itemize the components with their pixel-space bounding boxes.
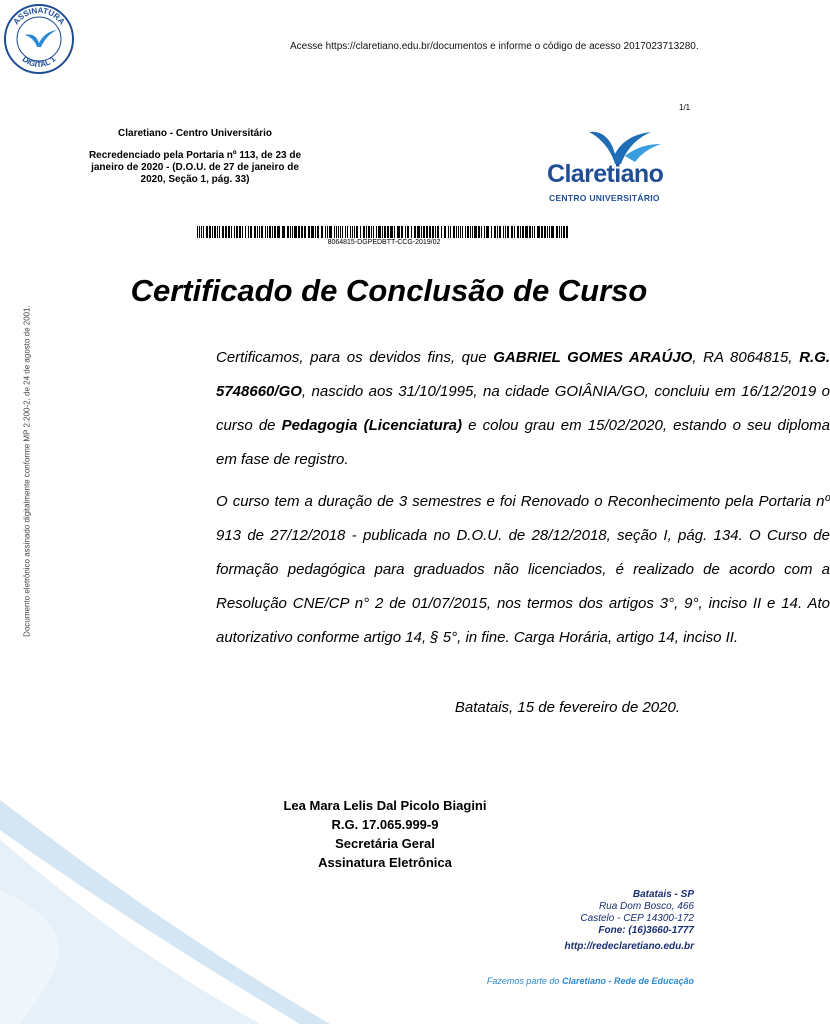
digital-signature-note xyxy=(18,263,36,678)
course-details-paragraph: O curso tem a duração de 3 semestres e foi Renovado o Reconhecimento pela Portaria nº 913 de 27/12/2018 - publicada no D.O.U. de 28/12/2018, seção I, pág. 134. O Curso de formação pedagógica para graduados não licenciados, é realizado de acordo com a Resolução CNE/CP n° 2 de 01/07/2015, nos termos dos artigos 3°, 9°, inciso II e 14. Ato autorizativo conforme artigo 14, § 5°, in fine. Carga Horária, artigo 14, inciso II. xyxy=(216,493,830,646)
barcode-bar xyxy=(298,226,300,238)
barcode-bar xyxy=(287,226,289,238)
access-code-line: Acesse https://claretiano.edu.br/documentos e informe o código de acesso 2017023713280. xyxy=(290,41,699,52)
address-block xyxy=(480,889,694,953)
institution-accreditation: Recredenciado pela Portaria nº 113, de 23 de janeiro de 2020 - (D.O.U. de 27 de janeiro de 2020, Seção 1, pág. 33) xyxy=(88,150,302,185)
barcode-bar xyxy=(373,226,374,238)
barcode-bar xyxy=(272,226,273,238)
signatory-name: Lea Mara Lelis Dal Picolo Biagini xyxy=(283,798,487,813)
barcode-bar xyxy=(206,226,208,238)
barcode-bar xyxy=(225,226,227,238)
barcode-bar xyxy=(532,226,533,238)
logo-subtitle: CENTRO UNIVERSITÁRIO xyxy=(549,193,660,203)
barcode-bar xyxy=(274,226,276,238)
barcode-bar xyxy=(340,226,341,238)
barcode-bar xyxy=(507,226,509,238)
side-note-text: Documento eletrônico assinado digitalmente conforme MP 2.200-2, de 24 de agosto de 2001. xyxy=(22,304,32,637)
barcode-bar xyxy=(282,226,285,238)
barcode-bar xyxy=(426,226,428,238)
barcode-bar xyxy=(327,226,328,238)
barcode-bar xyxy=(315,226,316,238)
network-name: Claretiano - Rede de Educação xyxy=(561,976,694,986)
barcode-bar xyxy=(317,226,319,238)
barcode-bar xyxy=(197,226,198,238)
barcode-bar xyxy=(239,226,241,238)
network-footer xyxy=(380,976,694,986)
barcode-bar xyxy=(234,226,235,238)
barcode-bar xyxy=(435,226,436,238)
barcode-bar xyxy=(401,226,403,238)
barcode-bar xyxy=(356,226,358,238)
barcode-bar xyxy=(474,226,477,238)
barcode-bar xyxy=(537,226,540,238)
paragraph-text: , nascido aos 31/10/1995, na cidade GOIÂNIA/GO, concluiu em 16/12/2019 o curso de xyxy=(216,383,830,434)
barcode-bar xyxy=(481,226,482,238)
barcode-bar xyxy=(384,226,386,238)
barcode-bar xyxy=(549,226,550,238)
barcode-bar xyxy=(411,226,412,238)
barcode-bar xyxy=(231,226,232,238)
barcode-bar xyxy=(228,226,230,238)
barcode-bar xyxy=(371,226,372,238)
barcode-bar xyxy=(566,226,568,238)
barcode-bar xyxy=(350,226,351,238)
barcode-bar xyxy=(363,226,365,238)
barcode-bar xyxy=(472,226,473,238)
barcode-bar xyxy=(325,226,326,238)
barcode-bar xyxy=(397,226,400,238)
barcode-bar xyxy=(458,226,459,238)
barcode-bar xyxy=(437,226,439,238)
barcode-number: 8064815-DGPEDBTT-CCG-2019/02 xyxy=(327,239,441,246)
barcode-bar xyxy=(541,226,543,238)
course-name: Pedagogia (Licenciatura) xyxy=(281,417,463,434)
barcode-bar xyxy=(563,226,565,238)
barcode-bar xyxy=(499,226,501,238)
address-street: Rua Dom Bosco, 466 xyxy=(598,901,694,912)
barcode-bar xyxy=(329,226,332,238)
barcode-bar xyxy=(407,226,409,238)
barcode xyxy=(197,226,571,238)
barcode-bar xyxy=(484,226,485,238)
digital-signature-seal xyxy=(3,3,75,75)
barcode-bar xyxy=(245,226,246,238)
barcode-bar xyxy=(429,226,431,238)
barcode-bar xyxy=(497,226,498,238)
barcode-bar xyxy=(547,226,548,238)
barcode-bar xyxy=(311,226,314,238)
barcode-bar xyxy=(522,226,524,238)
barcode-bar xyxy=(520,226,521,238)
barcode-bar xyxy=(308,226,310,238)
signatory-rg: R.G. 17.065.999-9 xyxy=(331,817,439,832)
barcode-bar xyxy=(209,226,211,238)
barcode-bar xyxy=(417,226,420,238)
barcode-bar xyxy=(269,226,271,238)
barcode-bar xyxy=(491,226,492,238)
barcode-bar xyxy=(199,226,200,238)
barcode-bar xyxy=(366,226,367,238)
barcode-bar xyxy=(423,226,425,238)
barcode-bar xyxy=(529,226,531,238)
signature-type: Assinatura Eletrônica xyxy=(318,855,452,870)
barcode-bar xyxy=(514,226,515,238)
barcode-bar xyxy=(277,226,280,238)
barcode-bar xyxy=(242,226,243,238)
page-number: 1/1 xyxy=(679,103,691,112)
barcode-bar xyxy=(368,226,370,238)
barcode-bar xyxy=(354,226,355,238)
barcode-bar xyxy=(203,226,204,238)
barcode-bar xyxy=(470,226,471,238)
barcode-bar xyxy=(534,226,535,238)
institution-header xyxy=(80,128,310,186)
barcode-bar xyxy=(265,226,266,238)
barcode-bar xyxy=(342,226,343,238)
barcode-bar xyxy=(217,226,218,238)
barcode-bar xyxy=(467,226,469,238)
place-date: Batatais, 15 de fevereiro de 2020. xyxy=(454,699,680,716)
barcode-bar xyxy=(250,226,252,238)
barcode-bar xyxy=(378,226,381,238)
address-phone: Fone: (16)3660-1777 xyxy=(598,925,694,936)
barcode-bar xyxy=(561,226,562,238)
barcode-bar xyxy=(511,226,513,238)
barcode-bar xyxy=(376,226,377,238)
barcode-bar xyxy=(294,226,297,238)
barcode-bar xyxy=(503,226,504,238)
barcode-bar xyxy=(432,226,434,238)
barcode-bar xyxy=(494,226,496,238)
barcode-bar xyxy=(544,226,546,238)
barcode-bar xyxy=(360,226,361,238)
barcode-bar xyxy=(352,226,353,238)
barcode-bar xyxy=(212,226,213,238)
certificate-title: Certificado de Conclusão de Curso xyxy=(130,273,648,308)
barcode-bar xyxy=(267,226,268,238)
barcode-bar xyxy=(448,226,449,238)
signatory-role: Secretária Geral xyxy=(335,836,435,851)
barcode-bar xyxy=(387,226,389,238)
barcode-bar xyxy=(462,226,463,238)
network-prefix: Fazemos parte do xyxy=(486,976,562,986)
barcode-bar xyxy=(421,226,422,238)
barcode-bar xyxy=(505,226,506,238)
barcode-bar xyxy=(214,226,216,238)
barcode-bar xyxy=(248,226,249,238)
signature-block xyxy=(200,796,570,872)
paragraph-text: Certificamos, para os devidos fins, que xyxy=(216,349,494,366)
barcode-bar xyxy=(444,226,446,238)
paragraph-text: e colou grau em 15/02/2020, estando o seu diploma em fase de registro. xyxy=(216,417,830,468)
barcode-bar xyxy=(219,226,220,238)
barcode-bar xyxy=(301,226,303,238)
barcode-bar xyxy=(551,226,554,238)
barcode-bar xyxy=(222,226,224,238)
address-website[interactable]: http://redeclaretiano.edu.br xyxy=(564,941,694,952)
barcode-bar xyxy=(456,226,457,238)
barcode-bar xyxy=(517,226,519,238)
logo-wordmark: Claretiano xyxy=(547,160,664,188)
barcode-bar xyxy=(321,226,323,238)
institution-name: Claretiano - Centro Universitário xyxy=(118,128,272,139)
barcode-bar xyxy=(450,226,451,238)
barcode-bar xyxy=(290,226,291,238)
barcode-bar xyxy=(336,226,337,238)
barcode-bar xyxy=(405,226,406,238)
barcode-bar xyxy=(525,226,528,238)
barcode-bar xyxy=(257,226,258,238)
address-district: Castelo - CEP 14300-172 xyxy=(580,913,694,924)
barcode-bar xyxy=(338,226,339,238)
barcode-bar xyxy=(559,226,560,238)
seal-bottom-text: DIGITAL 1 xyxy=(20,54,58,70)
seal-top-text: ASSINATURA xyxy=(11,5,67,27)
barcode-bar xyxy=(382,226,383,238)
student-name: GABRIEL GOMES ARAÚJO xyxy=(493,349,693,366)
student-rg: R.G. 5748660/GO xyxy=(216,349,830,400)
barcode-bar xyxy=(478,226,480,238)
paragraph-text: , RA 8064815, xyxy=(692,349,800,366)
barcode-bar xyxy=(441,226,442,238)
barcode-bar xyxy=(334,226,335,238)
address-city: Batatais - SP xyxy=(632,889,694,900)
barcode-bar xyxy=(292,226,293,238)
barcode-bar xyxy=(394,226,395,238)
barcode-bar xyxy=(556,226,558,238)
barcode-bar xyxy=(259,226,260,238)
barcode-bar xyxy=(486,226,489,238)
barcode-bar xyxy=(201,226,202,238)
barcode-bar xyxy=(465,226,466,238)
barcode-bar xyxy=(304,226,306,238)
barcode-bar xyxy=(261,226,263,238)
barcode-bar xyxy=(347,226,348,238)
claretiano-logo xyxy=(545,126,675,208)
certification-paragraph xyxy=(81,341,830,477)
barcode-bar xyxy=(460,226,461,238)
barcode-bar xyxy=(236,226,238,238)
barcode-bar xyxy=(453,226,455,238)
barcode-bar xyxy=(390,226,393,238)
barcode-bar xyxy=(254,226,256,238)
barcode-bar xyxy=(414,226,416,238)
barcode-bar xyxy=(345,226,346,238)
